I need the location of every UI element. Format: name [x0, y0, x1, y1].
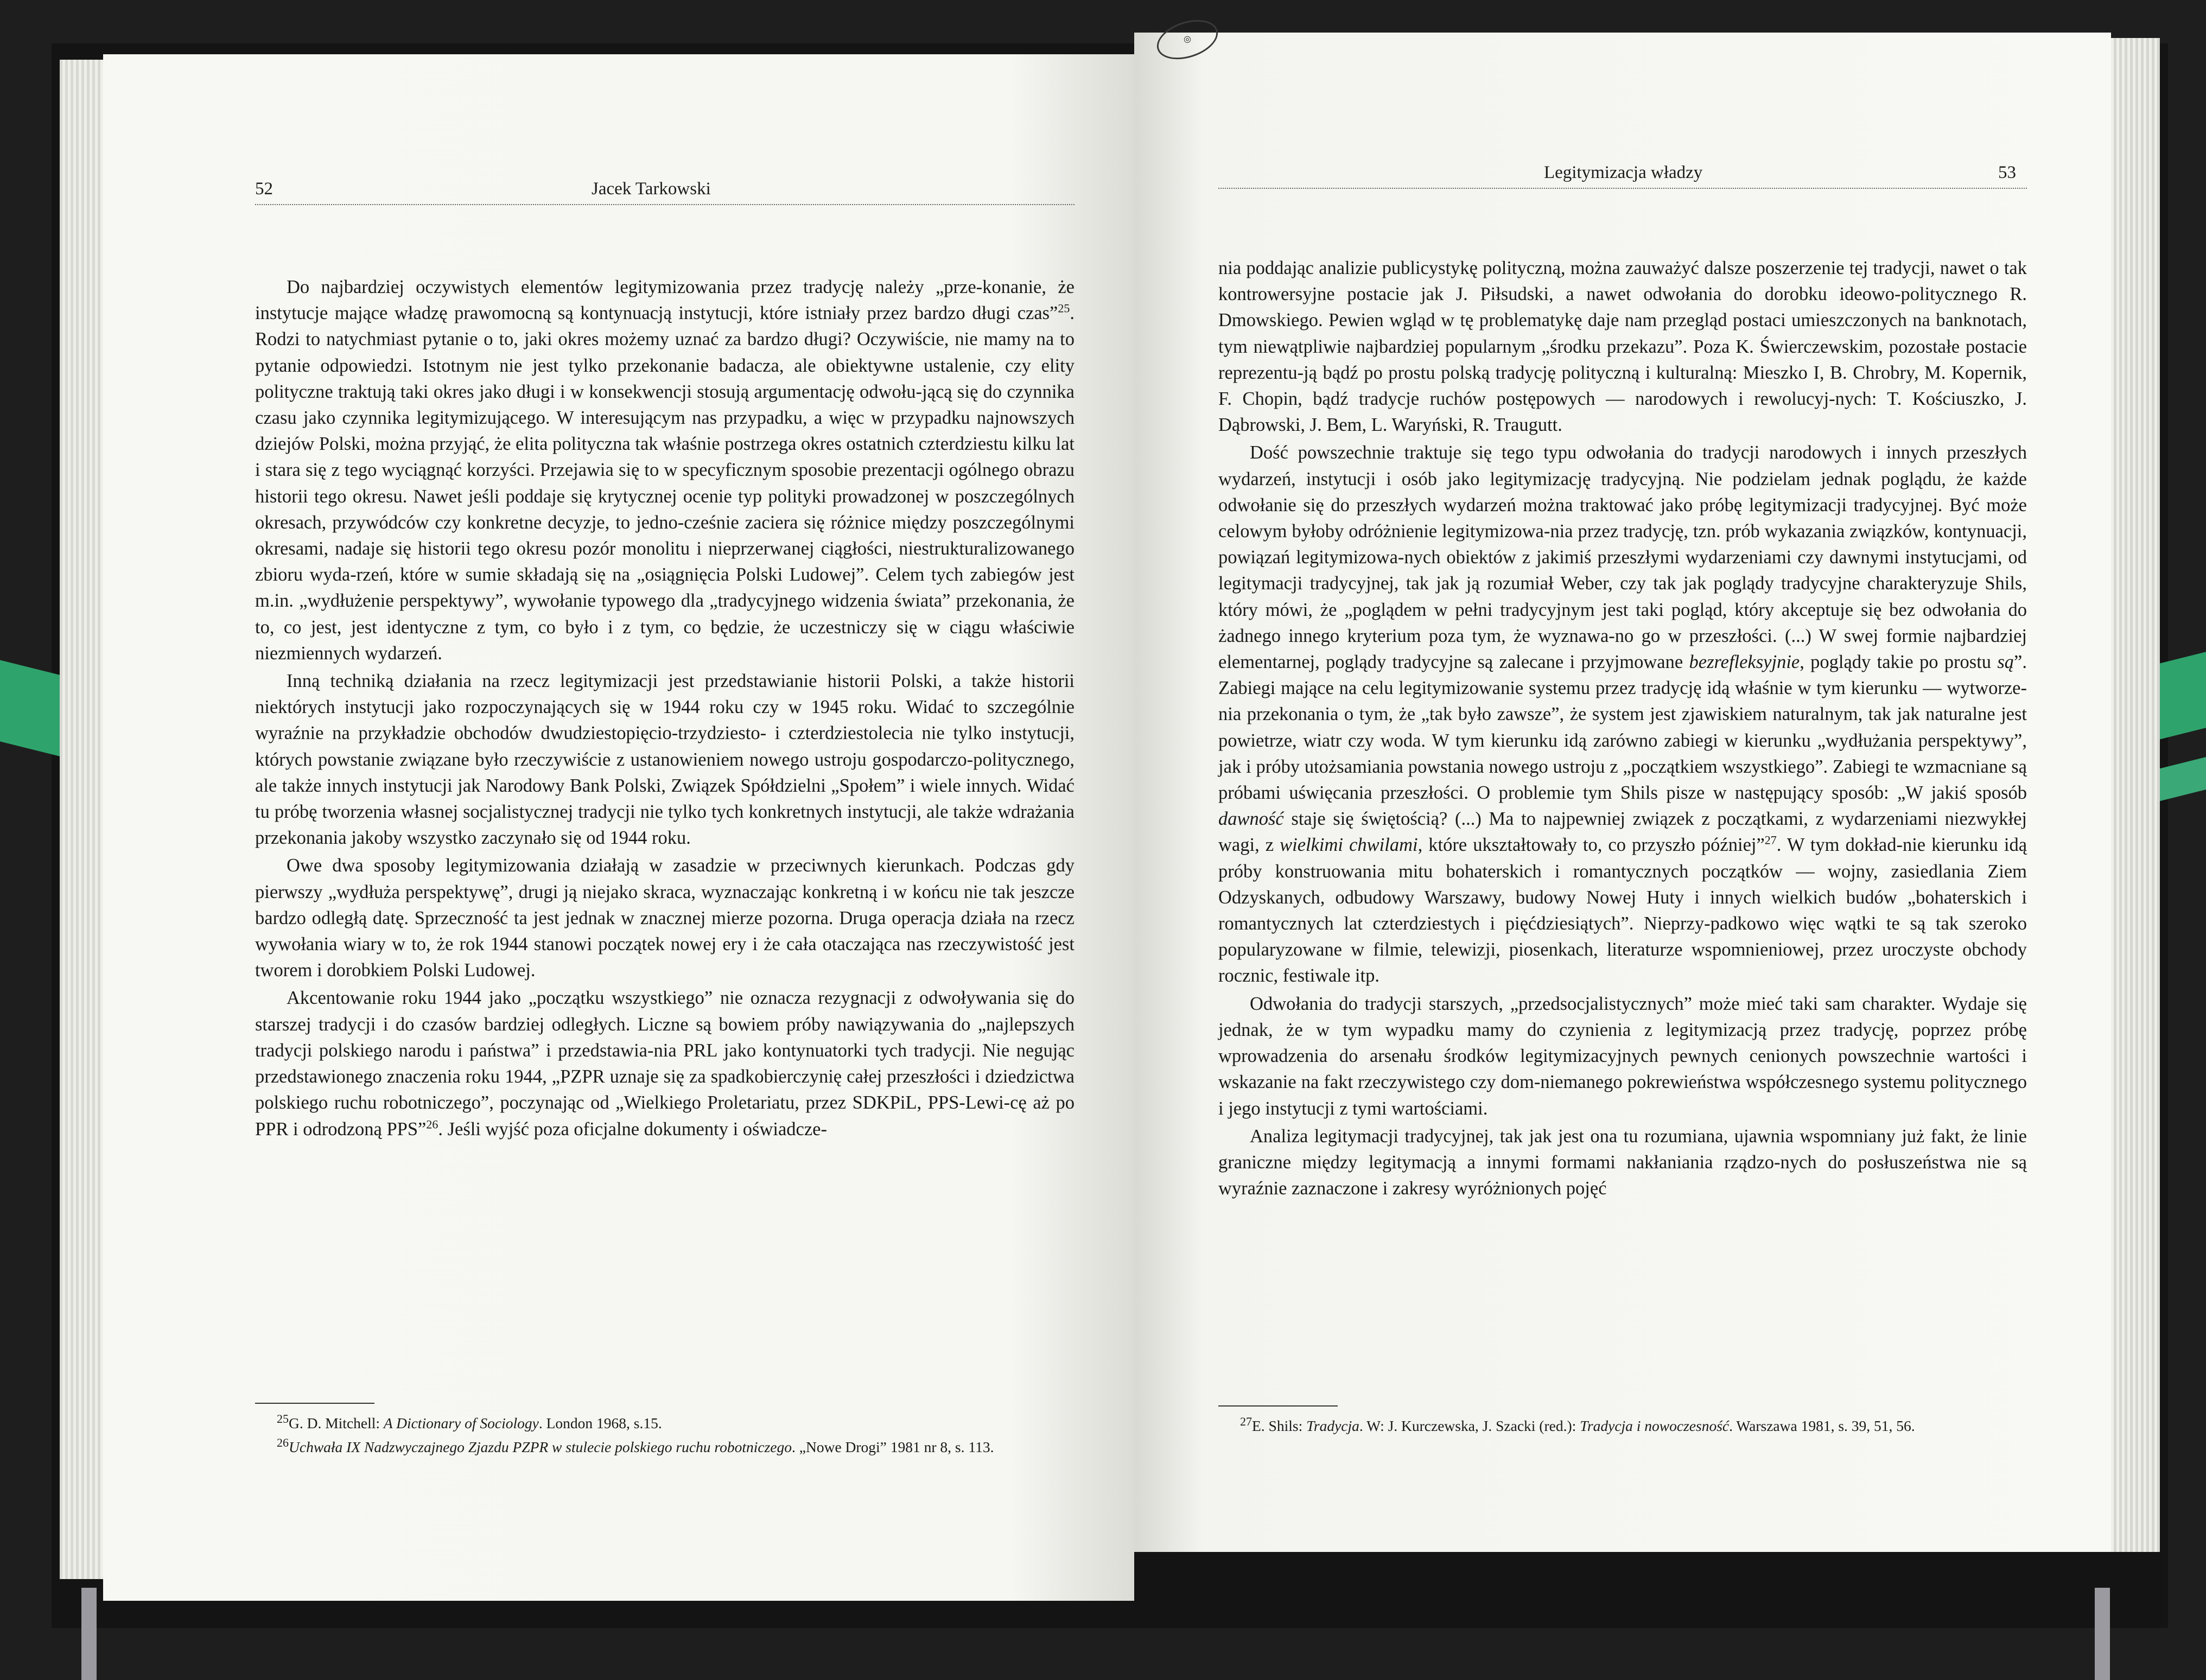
- footnote: $^{25}$G. D. Mitchell: A Dictionary of Sociology. London 1968, s.15.: [277, 1411, 662, 1431]
- footnote-ref: 27: [1764, 833, 1777, 847]
- paragraph: Odwołania do tradycji starszych, „przedsocjalistycznych” może mieć taki sam charakter. Wydaje się jednak, że w tym wypadku mamy do czynienia z legitymizacją przez tradycję, poprzez próbę wprowadzenia do arsenału środków legitymizacyjnych pewnych cenionych powszechnie wartości i wskazanie na fakt rzeczywistego czy dom-niemanego pokrewieństwa współczesnego systemu politycznego i jego instytucji z tymi wartościami.: [1218, 993, 2027, 1119]
- running-title: Legitymizacja władzy: [1544, 163, 1703, 182]
- footnote-rule: [255, 1403, 374, 1404]
- paragraph: Inną techniką działania na rzecz legitymizacji jest przedstawianie historii Polski, a także historii niektórych instytucji jako rozpoczynających się w 1944 roku czy w 1945 roku. Widać to szczególnie wyraźnie na przykładzie obchodów dwudziestopięcio-trzydziesto- i czterdziestolecia nie tylko instytucji, których powstanie związane było rzeczywiście z ustanowieniem nowego ustroju gospodarczo-politycznego, ale także innych instytucji jak Narodowy Bank Polski, Związek Spółdzielni „Społem” i wiele innych. Widać tu próbę tworzenia własnej socjalistycznej tradycji nie tylko tych konkretnych instytucji, ale także wdrażania przekonania jakoby wszystko zaczynało się od 1944 roku.: [255, 671, 1075, 849]
- left-running-head: [255, 179, 1075, 205]
- left-footnotes: [255, 1392, 1075, 1460]
- left-body-text: [255, 274, 1075, 1144]
- paragraph: Owe dwa sposoby legitymizowania działają w zasadzie w przeciwnych kierunkach. Podczas gdy pierwszy „wydłuża perspektywę”, drugi ją niejako skraca, wyznaczając konkretną i w końcu nie tak jeszcze bardzo odległą datę. Sprzeczność ta jest jednak w znacznej mierze pozorna. Druga operacja działa na rzecz wywołania wiary w to, że rok 1944 stanowi początek nowej ery i że cała otaczająca nas rzeczywistość jest tworem i dorobkiem Polski Ludowej.: [255, 855, 1075, 981]
- paragraph: Akcentowanie roku 1944 jako „początku wszystkiego” nie oznacza rezygnacji z odwoływania się do starszej tradycji i do czasów bardziej odległych. Liczne są bowiem próby nawiązywania do „najlepszych tradycji polskiego narodu i państwa” i przedstawia-nia PRL jako kontynuatorki tych tradycji. Nie negując przedstawionego znaczenia roku 1944, „PZPR uznaje się za spadkobierczynię całej przeszłości i dziedzictwa polskiego ruchu robotniczego”, poczynając od „Wielkiego Proletariatu, przez SDKPiL, PPS-Lewi-cę aż po PPR i odrodzoną PPS”$^{26}$. Jeśli wyjść poza oficjalne dokumenty i oświadcze-: [255, 988, 1075, 1140]
- gray-bar-left: [81, 1588, 97, 1680]
- footnote-ref: 26: [426, 1117, 438, 1131]
- page-number: 53: [1998, 163, 2016, 182]
- running-title: Jacek Tarkowski: [592, 179, 711, 199]
- footnote-ref: 25: [1058, 301, 1070, 315]
- right-running-head: [1218, 163, 2027, 189]
- paragraph: Dość powszechnie traktuje się tego typu odwołania do tradycji narodowych i innych przeszłych wydarzeń, instytucji i osób jako legitymizację tradycyjną. Nie podzielam jednak poglądu, że każde odwołanie się do przeszłych wydarzeń można traktować jako próbę legitymizacji tradycyjnej. Być może celowym byłoby odróżnienie legitymizowa-nia przez tradycję, tzn. prób wykazania związków, kontynuacji, powiązań legitymizowa-nych obiektów z jakimiś przeszłymi wydarzeniami czy dawnymi instytucjami, od legitymacji tradycyjnej, tak jak ją rozumiał Weber, czy tak jak poglądy tradycyjne charakteryzuje Shils, który mówi, że „poglądem w pełni tradycyjnym jest taki pogląd, który akceptuje się bez odwołania do żadnego innego kryterium poza tym, że wyznawa-no go w przeszłości. (...) W swej formie najbardziej elementarnej, poglądy tradycyjne są zalecane i przyjmowane bezrefleksyjnie, poglądy takie po prostu są”. Zabiegi mające na celu legitymizowanie systemu przez tradycję idą właśnie w tym kierunku — wytworze-nia przekonania o tym, że „tak było zawsze”, że system jest zjawiskiem naturalnym, tak jak naturalne jest powietrze, wiatr czy woda. W tym kierunku idą zarówno zabiegi w kierunku „wydłużania perspektywy”, jak i próby utożsamiania powstania nowego ustroju z „początkiem wszystkiego”. Zabiegi te wzmacniane są próbami uświęcania przeszłości. O problemie tym Shils pisze w następujący sposób: „W jakiś sposób dawność staje się świętością? (...) Ma to najpewniej związek z początkami, z wydarzeniami niezwykłej wagi, z wielkimi chwilami, które ukształtowały to, co przyszło później”$^{27}$. W tym dokład-nie kierunku idą próby konstruowania mitu bohaterskich i romantycznych początków — wojny, zasiedlania Ziem Odzyskanych, odbudowy Warszawy, budowy Nowej Huty i innych wielkich budów „bohaterskich i romantycznych lat czterdziestych i pięćdziesiątych”. Nieprzy-padkowo więc wątki te są tak szeroko popularyzowane w filmie, telewizji, piosenkach, literaturze wspomnieniowej, przez uroczyste obchody rocznic, festiwale itp.: [1218, 442, 2027, 987]
- paragraph: Do najbardziej oczywistych elementów legitymizowania przez tradycję należy „prze-konanie, że instytucje mające władzę prawomocną są kontynuacją instytucji, które istniały przez bardzo długi czas”$^{25}$. Rodzi to natychmiast pytanie o to, jaki okres możemy uznać za bardzo długi? Oczywiście, nie mamy na to pytanie odpowiedzi. Istotnym nie jest tylko przekonanie badacza, ale obiektywne ustalenie, czy elity polityczne traktują taki okres jako długi i w konsekwencji stosują argumentację odwołu-jącą się do czynnika czasu jako czynnika legitymizującego. W interesującym nas przypadku, a więc w przypadku najnowszych dziejów Polski, można przyjąć, że elita polityczna tak właśnie postrzega okres ostatnich czterdziestu kilku lat i stara się z tego wyciągnąć korzyści. Przejawia się to w specyficznym sposobie prezentacji ogólnego obrazu historii tego okresu. Nawet jeśli poddaje się krytycznej ocenie typ polityki prowadzonej w poszczególnych okresach, przywódców czy konkretne decyzje, to jedno-cześnie zaciera się różnice między poszczególnymi okresami, nadaje się historii tego okresu pozór monolitu i nieprzerwanej ciągłości, niestrukturalizowanego zbioru wyda-rzeń, które w sumie składają się na „osiągnięcia Polski Ludowej”. Celem tych zabiegów jest m.in. „wydłużenie perspektywy”, wywołanie typowego dla „tradycyjnego widzenia świata” przekonania, że to, co jest, jest identyczne z tym, co było i z tym, co będzie, że uczestniczy się w ciągu właściwie niezmiennych wydarzeń.: [255, 277, 1075, 664]
- page-number: 52: [255, 179, 273, 199]
- footnote-rule: [1218, 1405, 1338, 1407]
- footnote: $^{26}$Uchwała IX Nadzwyczajnego Zjazdu PZPR w stulecie polskiego ruchu robotniczego. „Nowe Drogi” 1981 nr 8, s. 113.: [277, 1435, 994, 1455]
- paragraph: nia poddając analizie publicystykę polityczną, można zauważyć dalsze poszerzenie tej tradycji, nawet o tak kontrowersyjne postacie jak J. Piłsudski, a nawet odwołania do dorobku ideowo-politycznego R. Dmowskiego. Pewien wgląd w tę problematykę daje nam przegląd postaci umieszczonych na banknotach, tym niewątpliwie najbardziej popularnym „środku przekazu”. Poza K. Świerczewskim, pozostałe postacie reprezentu-ją bądź po prostu polską tradycję polityczną i kulturalną: Mieszko I, B. Chrobry, M. Kopernik, F. Chopin, bądź tradycje ruchów postępowych — narodowych i rewolucyj-nych: T. Kościuszko, J. Dąbrowski, J. Bem, L. Waryński, R. Traugutt.: [1218, 258, 2027, 436]
- footnote: $^{27}$E. Shils: Tradycja. W: J. Kurczewska, J. Szacki (red.): Tradycja i nowoczesność. Warszawa 1981, s. 39, 51, 56.: [1240, 1414, 1915, 1434]
- right-body-text: [1218, 255, 2027, 1203]
- paragraph: Analiza legitymacji tradycyjnej, tak jak jest ona tu rozumiana, ujawnia wspomniany już fakt, że linie graniczne między legitymacją a innymi formami nakłaniania rządzo-nych do posłuszeństwa nie są wyraźnie zaznaczone i zakresy wyróżnionych pojęć: [1218, 1125, 2027, 1199]
- gray-bar-right: [2095, 1588, 2110, 1680]
- right-footnotes: [1218, 1395, 2027, 1439]
- library-stamp: ◎: [1152, 13, 1223, 67]
